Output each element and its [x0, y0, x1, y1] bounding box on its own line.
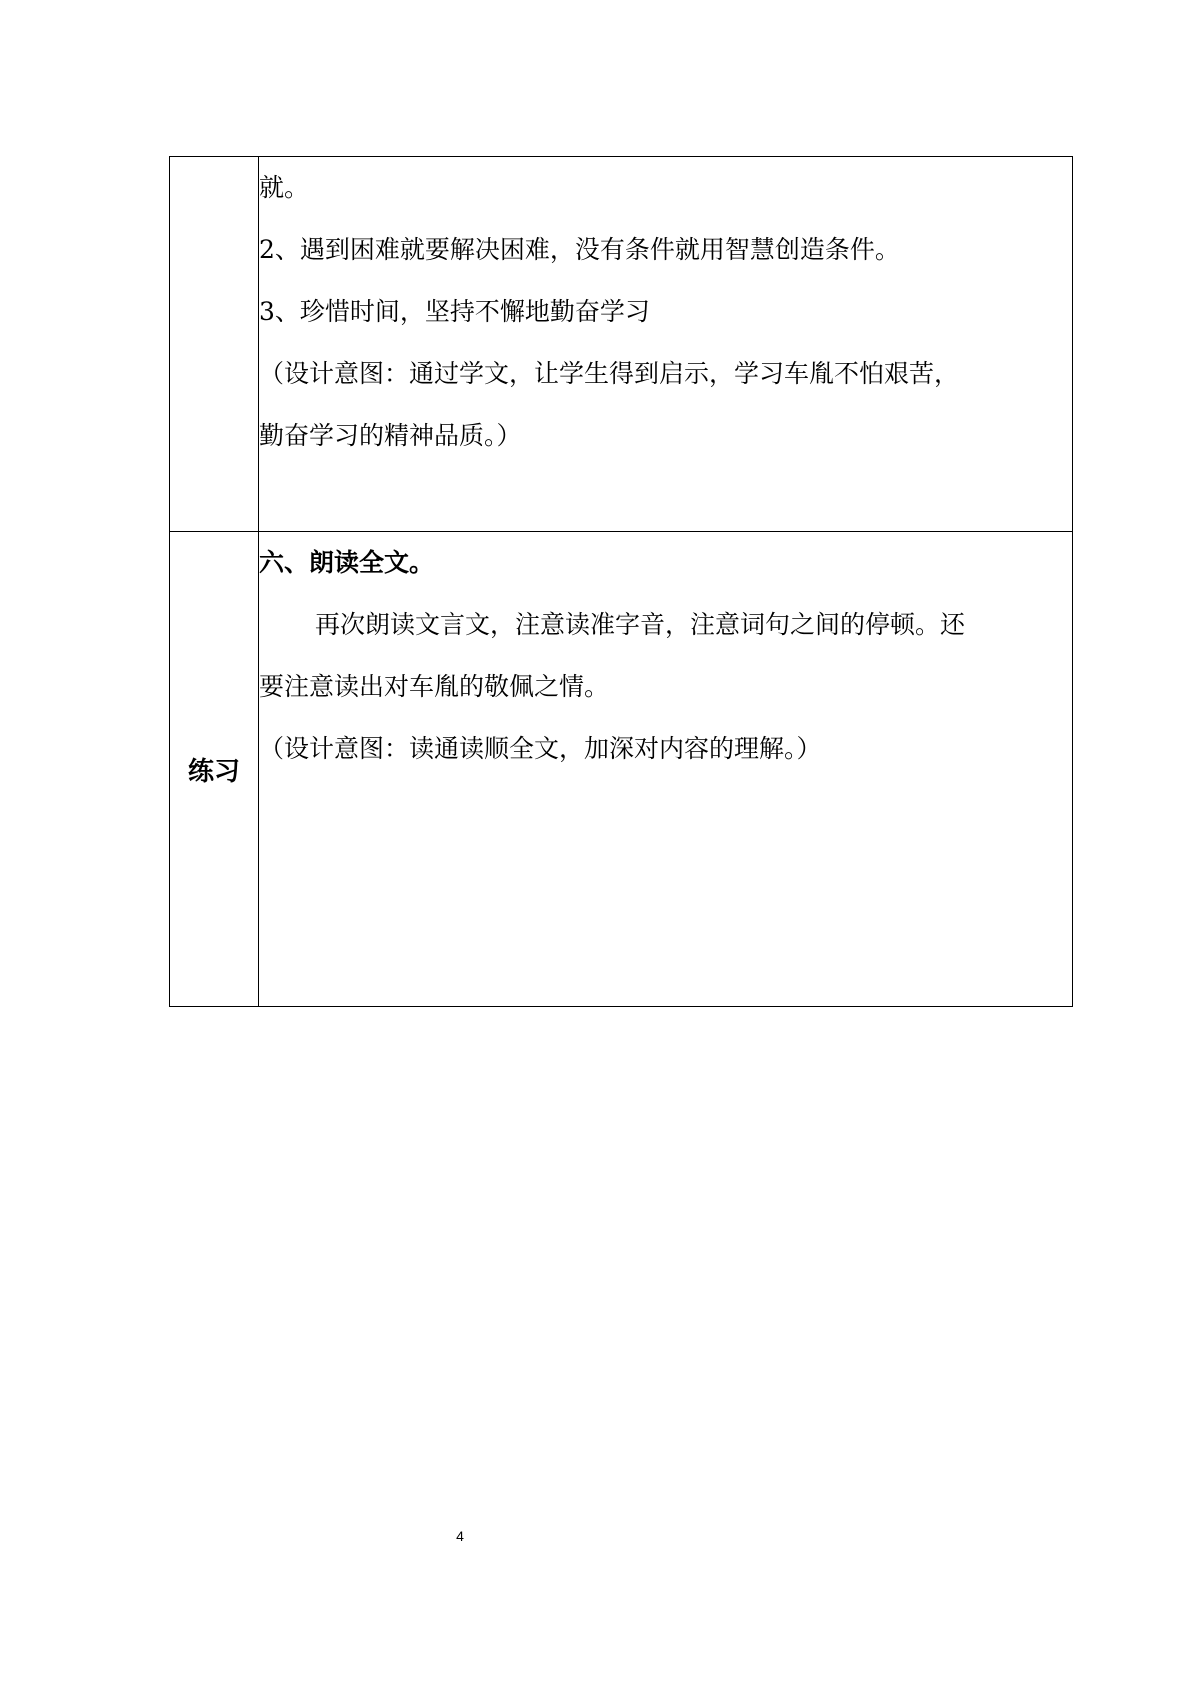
- row-label-practice: 练习: [170, 532, 259, 1007]
- row-label-cell: [170, 157, 259, 532]
- content-line: 就。: [259, 173, 310, 202]
- page-number: 4: [456, 1528, 464, 1544]
- lesson-plan-table: [169, 156, 1073, 1007]
- content-line: 2、遇到困难就要解决困难，没有条件就用智慧创造条件。: [259, 235, 900, 264]
- content-line: 3、珍惜时间，坚持不懈地勤奋学习: [259, 297, 650, 326]
- row-content-cell: [259, 157, 1073, 532]
- design-intent-line: （设计意图：通过学文，让学生得到启示，学习车胤不怕艰苦，: [259, 359, 960, 388]
- section-heading: 六、朗读全文。: [259, 548, 435, 577]
- row-content-cell: [259, 532, 1073, 1007]
- content-line: 再次朗读文言文，注意读准字音，注意词句之间的停顿。还: [315, 610, 966, 639]
- table-row: [170, 532, 1073, 1007]
- design-intent-line: （设计意图：读通读顺全文，加深对内容的理解。）: [259, 734, 822, 763]
- table-row: [170, 157, 1073, 532]
- content-line: 要注意读出对车胤的敬佩之情。: [259, 672, 610, 701]
- design-intent-line: 勤奋学习的精神品质。）: [259, 421, 522, 450]
